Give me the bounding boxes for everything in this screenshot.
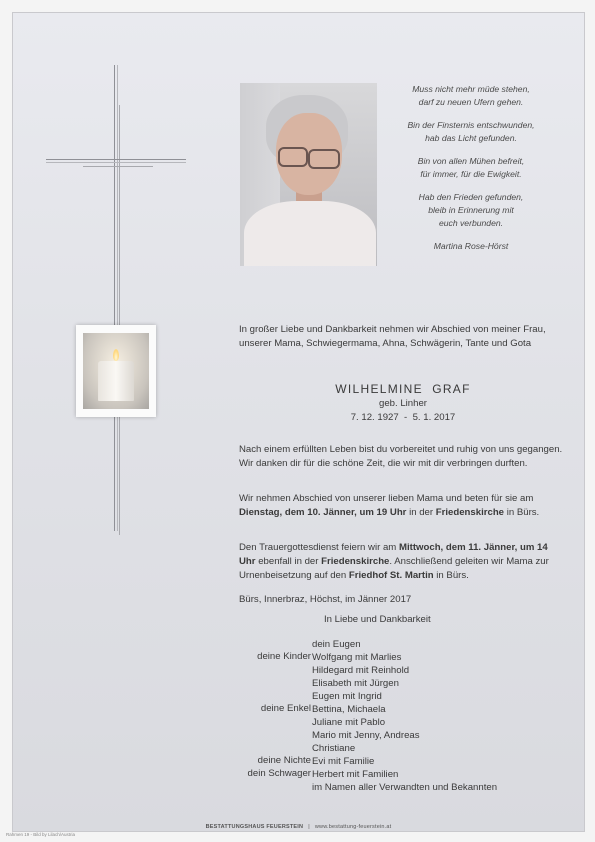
funeral-text-1: Den Trauergottesdienst feiern wir am: [239, 542, 399, 553]
portrait-photo: [240, 83, 377, 266]
candle-flame: [113, 349, 119, 361]
family-label-brother-in-law: dein Schwager: [247, 768, 311, 779]
family-member: Bettina, Michaela: [312, 704, 386, 715]
deceased-born-name: geb. Linher: [378, 398, 427, 409]
cross-horizontal-line: [83, 166, 153, 167]
family-member: Eugen mit Ingrid: [312, 691, 382, 702]
funeral-date: Mittwoch, dem 11. Jänner, um 14 Uhr: [239, 542, 548, 567]
paragraph-funeral: [239, 541, 564, 583]
funeral-cemetery: Friedhof St. Martin: [348, 570, 434, 581]
poem-stanza-1: Muss nicht mehr müde stehen, darf zu neuen Ufern gehen.: [412, 84, 530, 107]
family-member: dein Eugen: [312, 639, 361, 650]
footer: [13, 824, 584, 830]
portrait-glasses-right: [308, 149, 340, 169]
funeral-text-4: in Bürs.: [433, 570, 469, 581]
poem-stanza-3: Bin von allen Mühen befreit, für immer, für die Ewigkeit.: [417, 156, 525, 179]
footer-separator: |: [308, 824, 310, 830]
family-member: Wolfgang mit Marlies: [312, 652, 402, 663]
obituary-sheet: [12, 12, 585, 832]
portrait-glasses-left: [278, 147, 308, 167]
portrait-blouse: [244, 201, 376, 266]
prayer-text-3: in Bürs.: [504, 507, 540, 518]
deceased-name: WILHELMINE GRAF: [335, 382, 471, 396]
cross-vertical-line: [119, 105, 120, 535]
candle-photo: [83, 333, 149, 409]
family-member: Herbert mit Familien: [312, 769, 399, 780]
funeral-church: Friedenskirche: [321, 556, 390, 567]
intro-text: In großer Liebe und Dankbarkeit nehmen wir Abschied von meiner Frau, unserer Mama, Schwiegermama, Ahna, Schwägerin, Tante und Gota: [239, 324, 546, 349]
cross-vertical-bar: [114, 65, 118, 531]
family-member: Evi mit Familie: [312, 756, 375, 767]
deceased-block: [303, 381, 503, 425]
candle: [98, 361, 134, 401]
family-member: Christiane: [312, 743, 356, 754]
poem: [391, 83, 551, 263]
poem-stanza-2: Bin der Finsternis entschwunden, hab das Licht gefunden.: [407, 120, 535, 143]
poem-author: Martina Rose-Hörst: [433, 241, 509, 251]
family-member: im Namen aller Verwandten und Bekannten: [312, 782, 498, 793]
poem-stanza-4: Hab den Frieden gefunden, bleib in Erinnerung mit euch verbunden.: [418, 192, 524, 228]
prayer-church: Friedenskirche: [435, 507, 505, 518]
closing-line: In Liebe und Dankbarkeit: [324, 614, 431, 625]
family-member: Juliane mit Pablo: [312, 717, 386, 728]
paragraph-prayer: [239, 492, 564, 520]
funeral-home-name: BESTATTUNGSHAUS FEUERSTEIN: [205, 824, 304, 830]
funeral-text-3: . Anschließend geleiten wir Mama zur Urnenbeisetzung auf den: [239, 556, 549, 581]
family-member: Mario mit Jenny, Andreas: [312, 730, 420, 741]
prayer-date: Dienstag, dem 10. Jänner, um 19 Uhr: [239, 507, 407, 518]
funeral-home-url[interactable]: www.bestattung-feuerstein.at: [314, 824, 392, 830]
imprint: Rahmen 19 - Bild by Lilach/Austria: [6, 832, 76, 837]
deceased-dates: 7. 12. 1927 - 5. 1. 2017: [350, 412, 456, 423]
place-date: Bürs, Innerbraz, Höchst, im Jänner 2017: [239, 594, 412, 605]
family-member: Elisabeth mit Jürgen: [312, 678, 399, 689]
candle-image: [76, 325, 156, 417]
family-member: Hildegard mit Reinhold: [312, 665, 410, 676]
funeral-text-2: ebenfall in der: [255, 556, 322, 567]
family-label-grandchildren: deine Enkel: [260, 703, 311, 714]
family-label-children: deine Kinder: [257, 651, 311, 662]
family-label-niece: deine Nichte: [257, 755, 311, 766]
prayer-text-2: in der: [406, 507, 436, 518]
prayer-text-1: Wir nehmen Abschied von unserer lieben Mama und beten für sie am: [239, 493, 534, 504]
paragraph-farewell: Nach einem erfüllten Leben bist du vorbereitet und ruhig von uns gegangen. Wir danken dir für die schöne Zeit, die wir mit dir verbringen durften.: [239, 444, 563, 469]
cross-horizontal-bar: [46, 159, 186, 163]
